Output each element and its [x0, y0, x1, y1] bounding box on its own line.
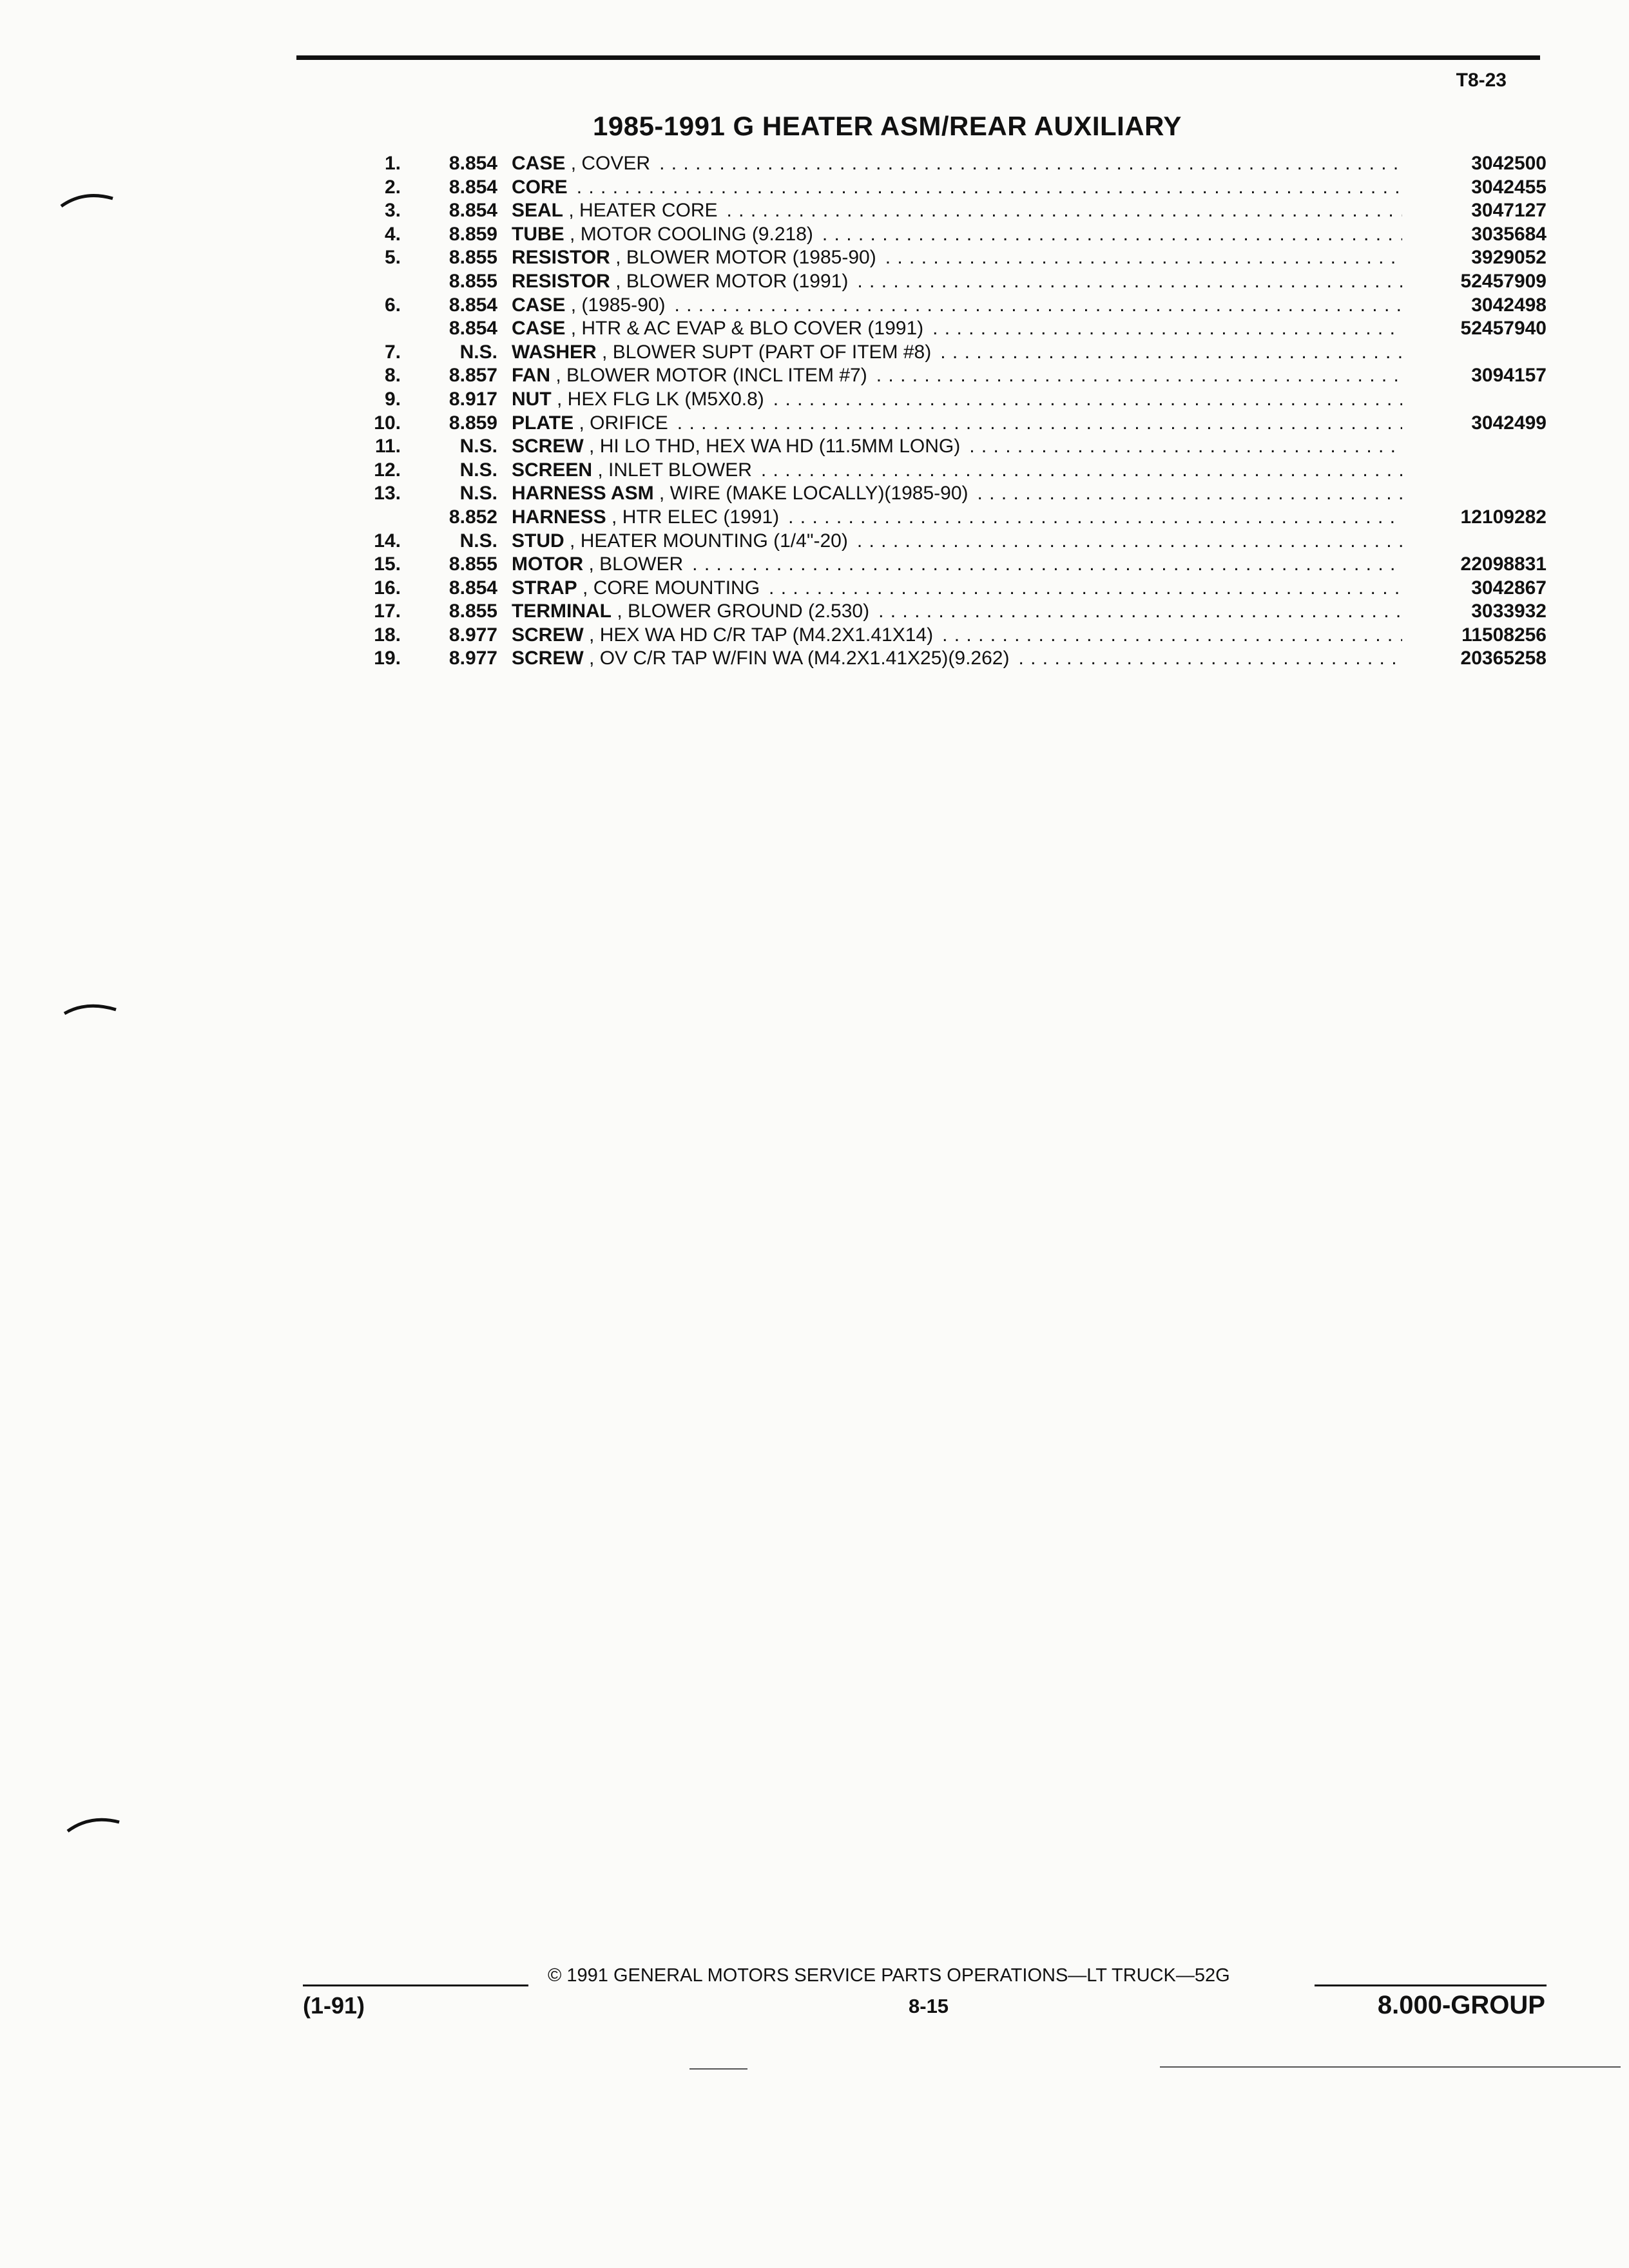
leader-dots — [878, 600, 1402, 624]
part-description — [512, 223, 1411, 247]
part-row — [361, 530, 1547, 553]
part-number: 3042498 — [1471, 294, 1547, 316]
part-number: 3929052 — [1471, 247, 1547, 269]
part-number: 3042500 — [1471, 153, 1547, 174]
part-description — [512, 294, 1411, 318]
part-row — [361, 152, 1547, 176]
part-spec: OV C/R TAP W/FIN WA (M4.2X1.41X25)(9.262) — [599, 648, 1010, 669]
leader-dots — [577, 176, 1402, 200]
part-description — [512, 435, 1411, 459]
part-spec: ORIFICE — [590, 412, 668, 434]
group-number: 8.855 — [448, 247, 497, 269]
group-number: N.S. — [459, 530, 497, 552]
description-separator: , — [583, 436, 600, 457]
part-spec: HEX WA HD C/R TAP (M4.2X1.41X14) — [599, 624, 934, 646]
group-number: 8.855 — [448, 601, 497, 622]
part-spec: BLOWER GROUND (2.530) — [628, 601, 870, 622]
date-code: (1-91) — [303, 1992, 365, 2019]
part-row — [361, 388, 1547, 412]
part-description — [512, 624, 1411, 648]
description-separator: , — [564, 530, 581, 552]
description-separator: , — [565, 318, 582, 340]
part-name: SCREEN — [512, 459, 593, 481]
leader-dots — [659, 152, 1402, 176]
part-spec: BLOWER SUPT (PART OF ITEM #8) — [612, 341, 932, 363]
part-description — [512, 388, 1411, 412]
part-number: 20365258 — [1460, 648, 1547, 669]
item-number: 3. — [384, 200, 401, 222]
group-number: 8.917 — [448, 388, 497, 410]
leader-dots — [942, 624, 1402, 648]
part-description — [512, 600, 1411, 624]
part-row — [361, 577, 1547, 601]
leader-dots — [822, 223, 1402, 247]
part-spec: HEX FLG LK (M5X0.8) — [567, 388, 764, 410]
part-number: 3035684 — [1471, 223, 1547, 245]
item-number: 7. — [384, 341, 401, 363]
description-separator: , — [583, 624, 600, 646]
page-number: 8-15 — [909, 1995, 949, 2017]
leader-dots — [932, 317, 1402, 341]
part-name: FAN — [512, 365, 550, 387]
parts-list — [361, 152, 1547, 671]
part-name: SCREW — [512, 648, 584, 669]
leader-dots — [761, 459, 1402, 483]
group-number: 8.857 — [448, 365, 497, 387]
part-description — [512, 341, 1411, 365]
item-number: 16. — [374, 577, 401, 599]
part-spec: MOTOR COOLING (9.218) — [580, 223, 813, 245]
item-number: 19. — [374, 648, 401, 669]
leader-dots — [677, 412, 1402, 436]
description-separator: , — [574, 412, 590, 434]
part-row — [361, 364, 1547, 388]
part-number: 3033932 — [1471, 601, 1547, 622]
part-description — [512, 553, 1411, 577]
leader-dots — [978, 482, 1402, 506]
part-spec: BLOWER MOTOR (INCL ITEM #7) — [566, 365, 867, 387]
group-number: N.S. — [459, 459, 497, 481]
leader-dots — [1018, 647, 1402, 671]
leader-dots — [857, 270, 1402, 294]
group-number: N.S. — [459, 341, 497, 363]
part-name: CASE — [512, 294, 566, 316]
description-separator: , — [592, 459, 609, 481]
item-number: 11. — [374, 436, 401, 457]
leader-dots — [857, 530, 1402, 553]
page-title: 1985-1991 G HEATER ASM/REAR AUXILIARY — [593, 111, 1182, 141]
part-number: 3042867 — [1471, 577, 1547, 599]
group-number: 8.854 — [448, 176, 497, 198]
item-number: 13. — [374, 483, 401, 505]
page-code: T8-23 — [1456, 70, 1507, 91]
item-number: 6. — [384, 294, 401, 316]
scan-mark — [1160, 2066, 1621, 2068]
group-number: 8.854 — [448, 200, 497, 222]
group-number: N.S. — [459, 436, 497, 457]
part-row — [361, 459, 1547, 483]
description-separator: , — [583, 553, 600, 575]
part-row — [361, 553, 1547, 577]
part-row — [361, 270, 1547, 294]
part-name: SCREW — [512, 436, 584, 457]
item-number: 12. — [374, 459, 401, 481]
group-number: 8.854 — [448, 294, 497, 316]
part-name: WASHER — [512, 341, 597, 363]
footer-rule-right — [1315, 1984, 1547, 1986]
part-name: NUT — [512, 388, 552, 410]
part-description — [512, 647, 1411, 671]
group-number: 8.855 — [448, 270, 497, 292]
part-row — [361, 412, 1547, 436]
item-number: 1. — [384, 153, 401, 174]
part-description — [512, 577, 1411, 601]
copyright-notice: © 1991 GENERAL MOTORS SERVICE PARTS OPERATIONS—LT TRUCK—52G — [548, 1965, 1230, 1986]
leader-dots — [674, 294, 1402, 318]
leader-dots — [692, 553, 1402, 577]
item-number: 9. — [384, 388, 401, 410]
footer-rule-left — [303, 1984, 528, 1986]
item-number: 17. — [374, 601, 401, 622]
part-name: STRAP — [512, 577, 577, 599]
punch-hole-mark — [64, 1811, 122, 1836]
item-number: 14. — [374, 530, 401, 552]
header-rule — [296, 55, 1540, 60]
description-separator: , — [606, 506, 622, 528]
item-number: 4. — [384, 223, 401, 245]
group-number: 8.855 — [448, 553, 497, 575]
part-spec: HEATER CORE — [579, 200, 718, 222]
item-number: 18. — [374, 624, 401, 646]
part-description — [512, 270, 1411, 294]
item-number: 8. — [384, 365, 401, 387]
part-spec: HEATER MOUNTING (1/4"-20) — [580, 530, 848, 552]
part-name: TUBE — [512, 223, 564, 245]
item-number: 15. — [374, 553, 401, 575]
part-name: SCREW — [512, 624, 584, 646]
part-spec: COVER — [581, 153, 651, 174]
leader-dots — [885, 246, 1402, 270]
group-number: 8.859 — [448, 223, 497, 245]
part-description — [512, 152, 1411, 176]
part-description — [512, 176, 1411, 200]
group-number: 8.977 — [448, 648, 497, 669]
scan-mark — [689, 2068, 747, 2070]
part-name: RESISTOR — [512, 247, 610, 269]
part-number: 3042455 — [1471, 176, 1547, 198]
group-number: 8.977 — [448, 624, 497, 646]
punch-hole-mark — [58, 187, 116, 213]
description-separator: , — [550, 365, 567, 387]
description-separator: , — [583, 648, 600, 669]
leader-dots — [876, 364, 1402, 388]
part-description — [512, 246, 1411, 270]
part-row — [361, 176, 1547, 200]
part-row — [361, 341, 1547, 365]
part-name: HARNESS ASM — [512, 483, 654, 505]
part-spec: INLET BLOWER — [608, 459, 752, 481]
leader-dots — [769, 577, 1402, 601]
part-number: 3094157 — [1471, 365, 1547, 387]
part-name: MOTOR — [512, 553, 584, 575]
item-number: 2. — [384, 176, 401, 198]
part-row — [361, 435, 1547, 459]
group-number: 8.852 — [448, 506, 497, 528]
description-separator: , — [551, 388, 568, 410]
description-separator: , — [564, 223, 581, 245]
leader-dots — [940, 341, 1402, 365]
part-spec: BLOWER — [599, 553, 684, 575]
part-row — [361, 624, 1547, 648]
description-separator: , — [610, 270, 626, 292]
part-description — [512, 364, 1411, 388]
part-name: SEAL — [512, 200, 564, 222]
part-spec: HTR & AC EVAP & BLO COVER (1991) — [581, 318, 924, 340]
part-row — [361, 199, 1547, 223]
part-row — [361, 482, 1547, 506]
part-spec: WIRE (MAKE LOCALLY)(1985-90) — [670, 483, 969, 505]
description-separator: , — [596, 341, 613, 363]
group-number: 8.854 — [448, 577, 497, 599]
part-number: 22098831 — [1460, 553, 1547, 575]
part-row — [361, 317, 1547, 341]
description-separator: , — [611, 601, 628, 622]
part-description — [512, 412, 1411, 436]
part-name: RESISTOR — [512, 270, 610, 292]
part-name: TERMINAL — [512, 601, 612, 622]
leader-dots — [788, 506, 1402, 530]
part-spec: CORE MOUNTING — [593, 577, 760, 599]
part-row — [361, 294, 1547, 318]
part-row — [361, 600, 1547, 624]
part-row — [361, 506, 1547, 530]
description-separator: , — [565, 153, 582, 174]
item-number: 10. — [374, 412, 401, 434]
part-name: CASE — [512, 153, 566, 174]
group-number: 8.854 — [448, 153, 497, 174]
part-row — [361, 223, 1547, 247]
group-number: 8.854 — [448, 318, 497, 340]
part-spec: HTR ELEC (1991) — [622, 506, 780, 528]
part-number: 3042499 — [1471, 412, 1547, 434]
description-separator: , — [563, 200, 580, 222]
part-description — [512, 530, 1411, 553]
part-description — [512, 482, 1411, 506]
part-name: CORE — [512, 176, 568, 198]
part-spec: BLOWER MOTOR (1985-90) — [626, 247, 876, 269]
part-name: PLATE — [512, 412, 574, 434]
description-separator: , — [565, 294, 582, 316]
description-separator: , — [610, 247, 626, 269]
part-row — [361, 647, 1547, 671]
leader-dots — [969, 435, 1402, 459]
group-number: 8.859 — [448, 412, 497, 434]
part-number: 11508256 — [1461, 624, 1547, 646]
part-number: 12109282 — [1460, 506, 1547, 528]
part-spec: BLOWER MOTOR (1991) — [626, 270, 849, 292]
part-description — [512, 459, 1411, 483]
part-number: 3047127 — [1471, 200, 1547, 222]
punch-hole-mark — [61, 995, 119, 1021]
part-description — [512, 199, 1411, 223]
part-name: HARNESS — [512, 506, 606, 528]
leader-dots — [727, 199, 1403, 223]
description-separator: , — [577, 577, 593, 599]
part-name: CASE — [512, 318, 566, 340]
part-spec: HI LO THD, HEX WA HD (11.5MM LONG) — [599, 436, 961, 457]
description-separator: , — [653, 483, 670, 505]
part-row — [361, 246, 1547, 270]
item-number: 5. — [384, 247, 401, 269]
part-number: 52457909 — [1460, 270, 1547, 292]
part-description — [512, 317, 1411, 341]
part-description — [512, 506, 1411, 530]
part-number: 52457940 — [1460, 318, 1547, 340]
part-spec: (1985-90) — [581, 294, 666, 316]
group-code: 8.000-GROUP — [1377, 1991, 1545, 2019]
leader-dots — [773, 388, 1402, 412]
part-name: STUD — [512, 530, 564, 552]
group-number: N.S. — [459, 483, 497, 505]
